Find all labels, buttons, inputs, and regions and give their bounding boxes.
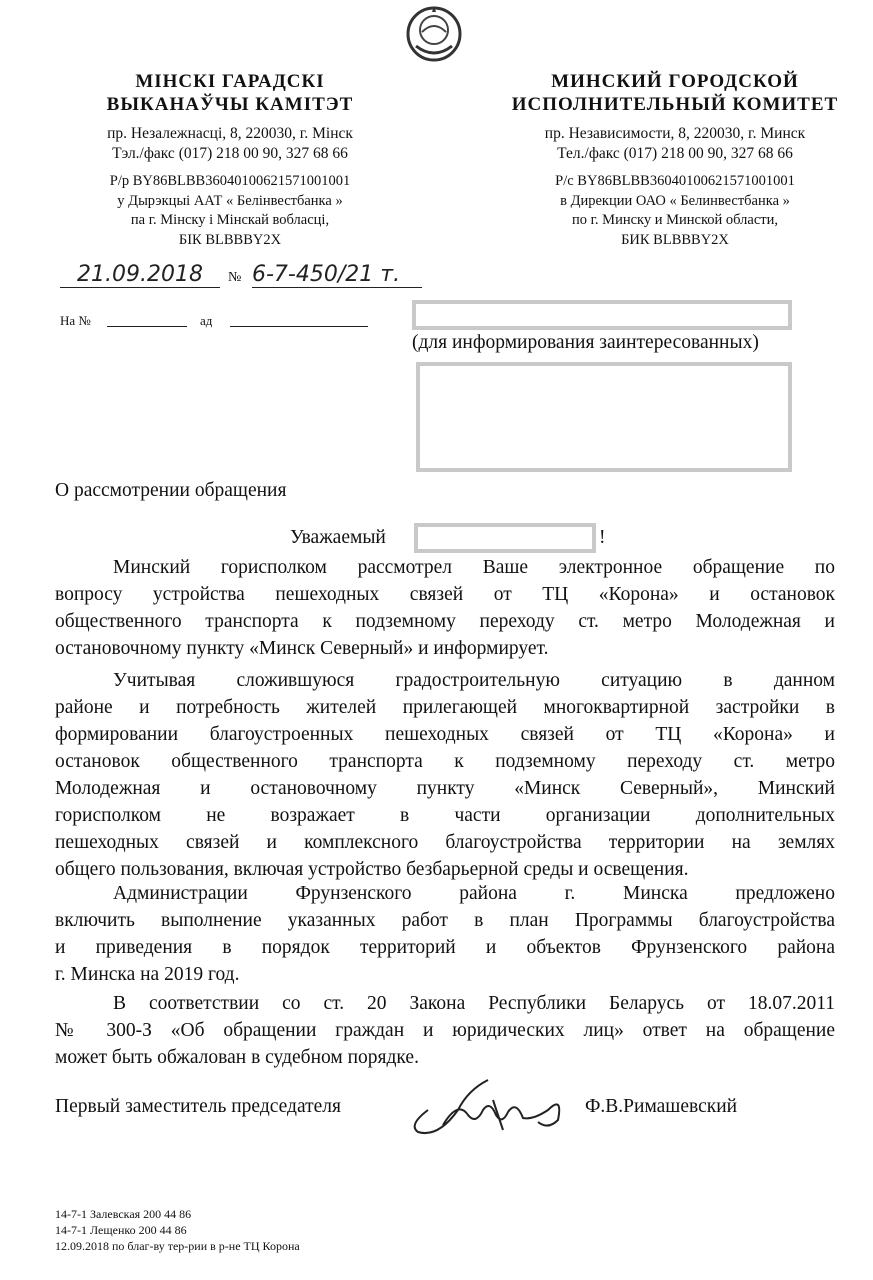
line: Минский горисполком рассмотрел Ваше электронное обращение по bbox=[113, 557, 835, 578]
signatory-name: Ф.В.Римашевский bbox=[585, 1096, 738, 1117]
footer-line: 12.09.2018 по благ-ву тер-рии в р-не ТЦ Корона bbox=[55, 1239, 300, 1253]
org-title-ru-1: МИНСКИЙ ГОРОДСКОЙ bbox=[551, 71, 799, 92]
line: г. Минска на 2019 год. bbox=[55, 964, 240, 985]
line: включить выполнение указанных работ в план Программы благоустройства bbox=[55, 910, 835, 931]
paragraph-4 bbox=[55, 990, 835, 1071]
line: горисполком не возражает в части организации дополнительных bbox=[55, 805, 835, 826]
salutation: Уважаемый bbox=[290, 527, 386, 548]
ref-from-label: ад bbox=[200, 313, 213, 328]
ref-date-field bbox=[230, 312, 368, 327]
redacted-address bbox=[416, 362, 792, 472]
subject: О рассмотрении обращения bbox=[55, 480, 287, 501]
ref-label: На № bbox=[60, 313, 91, 328]
line: № 300-З «Об обращении граждан и юридических лиц» ответ на обращение bbox=[55, 1020, 835, 1041]
line: районе и потребность жителей прилегающей многоквартирной застройки в bbox=[55, 697, 835, 718]
line: Администрации Фрунзенского района г. Минска предложено bbox=[113, 883, 835, 904]
bank-by-2: у Дырэкцыі ААТ « Белінвестбанка » bbox=[117, 192, 343, 209]
phone-by: Тэл./факс (017) 218 00 90, 327 68 66 bbox=[112, 145, 348, 162]
bank-ru-3: по г. Минску и Минской области, bbox=[571, 212, 779, 228]
coat-of-arms-emblem bbox=[402, 2, 466, 62]
address-ru: пр. Независимости, 8, 220030, г. Минск bbox=[544, 125, 806, 142]
line: Молодежная и остановочному пункту «Минск Северный», Минский bbox=[55, 778, 835, 799]
salutation-end: ! bbox=[599, 527, 606, 548]
header-right bbox=[495, 70, 855, 250]
line: формировании благоустроенных пешеходных связей от ТЦ «Корона» и bbox=[55, 724, 835, 745]
bank-ru-4: БИК BLBBBY2X bbox=[621, 231, 729, 248]
paragraph-3 bbox=[55, 880, 835, 988]
line: В соответствии со ст. 20 Закона Республики Беларусь от 18.07.2011 bbox=[113, 993, 835, 1014]
org-title-ru-2: ИСПОЛНИТЕЛЬНЫЙ КОМИТЕТ bbox=[511, 94, 839, 115]
ref-number-field bbox=[107, 312, 187, 327]
phone-ru: Тел./факс (017) 218 00 90, 327 68 66 bbox=[557, 145, 793, 162]
bank-ru-2: в Дирекции ОАО « Белинвестбанка » bbox=[560, 192, 790, 209]
bank-by-4: БІК BLBBBY2X bbox=[178, 231, 282, 248]
recipient-note: (для информирования заинтересованных) bbox=[412, 332, 759, 353]
line: Учитывая сложившуюся градостроительную ситуацию в данном bbox=[113, 670, 835, 691]
line: остановочному пункту «Минск Северный» и информирует. bbox=[55, 638, 549, 659]
header-left bbox=[50, 70, 410, 250]
line: остановок общественного транспорта к подземному переходу ст. метро bbox=[55, 751, 835, 772]
org-title-by-1: МІНСКІ ГАРАДСКІ bbox=[135, 71, 325, 92]
line: общественного транспорта к подземному переходу ст. метро Молодежная и bbox=[55, 611, 835, 632]
reg-number-label: № bbox=[228, 270, 242, 285]
paragraph-1 bbox=[55, 554, 835, 662]
signatory-position: Первый заместитель председателя bbox=[55, 1096, 341, 1117]
reg-number: 6-7-450/21 т. bbox=[252, 262, 422, 288]
paragraph-2 bbox=[55, 667, 835, 883]
footer-notes bbox=[55, 1206, 300, 1254]
line: пешеходных связей и комплексного благоустройства территории на землях bbox=[55, 832, 835, 853]
line: и приведения в порядок территорий и объектов Фрунзенского района bbox=[55, 937, 835, 958]
redacted-name bbox=[414, 523, 596, 553]
footer-line: 14-7-1 Залевская 200 44 86 bbox=[55, 1207, 192, 1221]
bank-by-1: Р/р BY86BLBB36040100621571001001 bbox=[109, 173, 351, 189]
org-title-by-2: ВЫКАНАЎЧЫ КАМІТЭТ bbox=[106, 94, 354, 115]
address-by: пр. Незалежнасці, 8, 220030, г. Мінск bbox=[107, 125, 353, 142]
footer-line: 14-7-1 Лещенко 200 44 86 bbox=[55, 1223, 187, 1237]
redacted-recipient bbox=[412, 300, 792, 330]
reg-date: 21.09.2018 bbox=[60, 262, 220, 288]
bank-ru-1: Р/с BY86BLBB36040100621571001001 bbox=[555, 173, 795, 189]
line: общего пользования, включая устройство безбарьерной среды и освещения. bbox=[55, 859, 689, 880]
bank-by-3: па г. Мінску і Мінскай вобласці, bbox=[130, 212, 330, 228]
line: вопросу устройства пешеходных связей от ТЦ «Корона» и остановок bbox=[55, 584, 835, 605]
line: может быть обжалован в судебном порядке. bbox=[55, 1047, 419, 1068]
handwritten-signature bbox=[398, 1070, 578, 1140]
